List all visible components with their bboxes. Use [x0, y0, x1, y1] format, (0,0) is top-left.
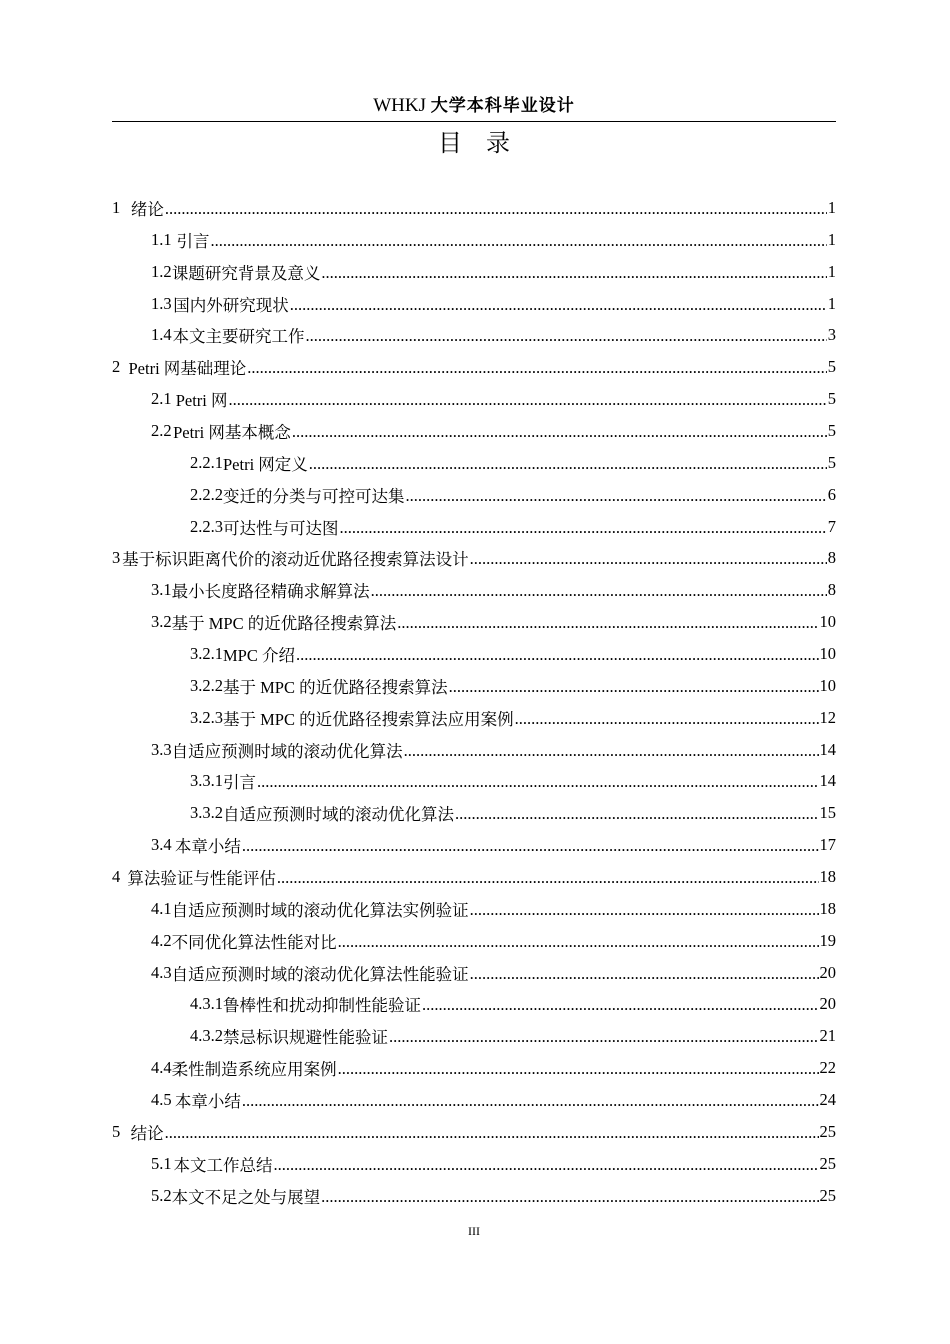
toc-dot-leader [449, 677, 819, 697]
toc-entry[interactable] [112, 734, 836, 766]
toc-entry-page: 19 [819, 930, 836, 950]
toc-entry-number: 1.2 [151, 261, 172, 281]
toc-dot-leader [277, 868, 819, 888]
toc-entry[interactable] [112, 606, 836, 638]
toc-entry-label: 自适应预测时域的滚动优化算法实例验证 [171, 900, 469, 920]
toc-entry[interactable] [112, 479, 836, 511]
toc-dot-leader [242, 836, 819, 856]
toc-entry-page: 8 [827, 580, 836, 600]
toc-entry[interactable] [112, 192, 836, 224]
toc-entry-number: 3.1 [151, 580, 172, 600]
toc-entry-number: 3.2.1 [190, 643, 223, 663]
toc-entry[interactable] [112, 1084, 836, 1116]
toc-entry-number: 5.1 [151, 1153, 172, 1173]
toc-entry-number: 3 [112, 548, 121, 568]
toc-entry[interactable] [112, 383, 836, 415]
toc-entry-label: Petri 网基础理论 [128, 359, 247, 379]
toc-entry-page: 14 [819, 771, 836, 791]
toc-entry-label: 国内外研究现状 [173, 295, 289, 315]
toc-entry[interactable] [112, 1180, 836, 1212]
toc-entry-label: 课题研究背景及意义 [171, 263, 321, 283]
toc-entry[interactable] [112, 511, 836, 543]
toc-entry-label: 本章小结 [174, 1091, 241, 1111]
toc-entry-number: 3.2.3 [190, 707, 223, 727]
toc-entry-page: 10 [819, 675, 836, 695]
toc-entry-number: 4 [112, 866, 121, 886]
toc-entry-page: 1 [827, 293, 836, 313]
toc-entry-page: 17 [819, 835, 836, 855]
toc-entry-number: 5 [112, 1121, 121, 1141]
toc-entry-page: 24 [819, 1089, 836, 1109]
toc-dot-leader [515, 709, 819, 729]
toc-entry-number: 4.3.1 [190, 994, 223, 1014]
toc-dot-leader [338, 1059, 819, 1079]
toc-entry-page: 6 [827, 484, 836, 504]
toc-dot-leader [296, 645, 819, 665]
toc-entry-page: 25 [819, 1121, 836, 1141]
toc-entry[interactable] [112, 702, 836, 734]
toc-dot-leader [371, 581, 827, 601]
toc-entry-number: 2.2.3 [190, 516, 223, 536]
toc-entry[interactable] [112, 1148, 836, 1180]
toc-dot-leader [340, 518, 827, 538]
toc-entry-page: 7 [827, 516, 836, 536]
toc-entry-label: 引言 [223, 773, 256, 793]
toc-entry-label: Petri 网定义 [223, 454, 308, 474]
toc-entry-label: 自适应预测时域的滚动优化算法 [171, 741, 403, 761]
toc-entry[interactable] [112, 542, 836, 574]
toc-entry-number: 1.4 [151, 325, 172, 345]
toc-entry-page: 5 [827, 420, 836, 440]
toc-entry-label: 基于 MPC 的近优路径搜索算法 [223, 677, 448, 697]
toc-entry[interactable] [112, 319, 836, 351]
header-rule [112, 121, 836, 122]
toc-entry-label: 本文工作总结 [173, 1155, 273, 1175]
toc-entry[interactable] [112, 447, 836, 479]
toc-dot-leader [292, 422, 827, 442]
toc-entry-label: 禁忌标识规避性能验证 [223, 1028, 388, 1048]
toc-entry[interactable] [112, 893, 836, 925]
toc-entry-label: 自适应预测时域的滚动优化算法性能验证 [171, 964, 469, 984]
toc-entry-page: 8 [827, 548, 836, 568]
toc-entry[interactable] [112, 957, 836, 989]
toc-entry-number: 5.2 [151, 1185, 172, 1205]
toc-entry[interactable] [112, 574, 836, 606]
toc-entry[interactable] [112, 861, 836, 893]
toc-dot-leader [455, 804, 819, 824]
toc-entry-number: 2 [112, 357, 121, 377]
toc-entry-label: 绪论 [130, 199, 164, 219]
toc-entry-number: 1 [112, 197, 121, 217]
toc-entry[interactable] [112, 670, 836, 702]
toc-entry-label: 引言 [176, 231, 210, 251]
toc-dot-leader [247, 358, 826, 378]
toc-entry-label: 可达性与可达图 [223, 518, 339, 538]
toc-entry-page: 25 [819, 1185, 836, 1205]
toc-dot-leader [406, 486, 827, 506]
toc-entry-page: 18 [819, 866, 836, 886]
toc-entry-number: 4.3.2 [190, 1026, 223, 1046]
toc-dot-leader [389, 1027, 819, 1047]
toc-dot-leader [274, 1155, 819, 1175]
toc-entry-label: 基于标识距离代价的滚动近优路径搜索算法设计 [122, 550, 469, 570]
toc-entry-number: 2.2 [151, 420, 172, 440]
toc-entry-label: Petri 网 [175, 391, 228, 411]
toc-entry[interactable] [112, 1052, 836, 1084]
toc-entry-number: 1.1 [151, 229, 172, 249]
toc-entry[interactable] [112, 988, 836, 1020]
toc-entry-number: 3.3 [151, 739, 172, 759]
toc-entry-label: 本文不足之处与展望 [171, 1187, 321, 1207]
toc-dot-leader [470, 549, 827, 569]
toc-entry-page: 20 [819, 994, 836, 1014]
toc-entry-number: 4.4 [151, 1058, 172, 1078]
toc-entry-number: 4.5 [151, 1089, 172, 1109]
toc-entry-page: 10 [819, 643, 836, 663]
toc-dot-leader [309, 454, 827, 474]
toc-dot-leader [257, 772, 819, 792]
toc-entry-page: 3 [827, 325, 836, 345]
toc-entry-page: 5 [827, 452, 836, 472]
header-title: 大学本科毕业设计 [430, 96, 575, 116]
toc-entry-label: 算法验证与性能评估 [127, 868, 276, 888]
toc-dot-leader [165, 199, 827, 219]
toc-dot-leader [470, 964, 819, 984]
toc-entry-page: 5 [827, 389, 836, 409]
toc-entry-label: 自适应预测时域的滚动优化算法 [223, 805, 454, 825]
toc-dot-leader [229, 390, 827, 410]
toc-entry-page: 18 [819, 898, 836, 918]
toc-entry-label: 基于 MPC 的近优路径搜索算法 [171, 614, 397, 634]
toc-entry-page: 25 [819, 1153, 836, 1173]
toc-entry[interactable] [112, 415, 836, 447]
toc-dot-leader [338, 932, 819, 952]
toc-entry-page: 22 [819, 1058, 836, 1078]
toc-entry[interactable] [112, 925, 836, 957]
toc-dot-leader [242, 1091, 819, 1111]
toc-dot-leader [321, 263, 826, 283]
toc-entry-number: 3.3.2 [190, 803, 223, 823]
header-prefix: WHKJ [373, 95, 427, 116]
toc-entry-label: 变迁的分类与可控可达集 [223, 486, 405, 506]
toc-entry[interactable] [112, 638, 836, 670]
toc-entry[interactable] [112, 797, 836, 829]
toc-entry-page: 1 [827, 197, 836, 217]
toc-dot-leader [306, 326, 827, 346]
toc-dot-leader [165, 1123, 819, 1143]
toc-entry-number: 1.3 [151, 293, 172, 313]
toc-entry[interactable] [112, 351, 836, 383]
toc-entry-page: 10 [819, 612, 836, 632]
toc-entry[interactable] [112, 829, 836, 861]
toc-dot-leader [210, 231, 826, 251]
toc-entry[interactable] [112, 288, 836, 320]
toc-entry-label: MPC 介绍 [223, 645, 295, 665]
toc-entry-page: 15 [819, 803, 836, 823]
toc-entry-number: 3.3.1 [190, 771, 223, 791]
table-of-contents [112, 192, 836, 1212]
toc-entry-number: 2.2.2 [190, 484, 223, 504]
toc-entry-label: Petri 网基本概念 [173, 422, 291, 442]
toc-entry-page: 12 [819, 707, 836, 727]
toc-entry-number: 4.2 [151, 930, 172, 950]
toc-entry-number: 3.4 [151, 835, 172, 855]
footer-page-number: III [468, 1224, 480, 1238]
toc-entry-number: 3.2.2 [190, 675, 223, 695]
toc-dot-leader [404, 741, 819, 761]
toc-entry[interactable] [112, 224, 836, 256]
toc-entry-number: 2.1 [151, 389, 172, 409]
toc-entry[interactable] [112, 1116, 836, 1148]
toc-entry-number: 2.2.1 [190, 452, 223, 472]
toc-entry-label: 结论 [130, 1123, 164, 1143]
toc-entry-number: 4.3 [151, 962, 172, 982]
toc-entry-label: 不同优化算法性能对比 [171, 932, 337, 952]
toc-entry[interactable] [112, 765, 836, 797]
toc-dot-leader [321, 1187, 818, 1207]
toc-entry[interactable] [112, 256, 836, 288]
toc-entry[interactable] [112, 1020, 836, 1052]
toc-dot-leader [397, 613, 818, 633]
toc-entry-label: 最小长度路径精确求解算法 [171, 582, 370, 602]
toc-entry-number: 3.2 [151, 612, 172, 632]
toc-dot-leader [290, 295, 827, 315]
toc-entry-page: 20 [819, 962, 836, 982]
toc-entry-label: 本章小结 [174, 837, 241, 857]
toc-entry-page: 5 [827, 357, 836, 377]
toc-entry-label: 鲁棒性和扰动抑制性能验证 [223, 996, 421, 1016]
page-header [112, 93, 836, 119]
toc-dot-leader [422, 995, 819, 1015]
toc-dot-leader [470, 900, 819, 920]
toc-entry-label: 基于 MPC 的近优路径搜索算法应用案例 [223, 709, 514, 729]
toc-entry-label: 柔性制造系统应用案例 [171, 1060, 337, 1080]
toc-entry-page: 1 [827, 261, 836, 281]
toc-entry-page: 1 [827, 229, 836, 249]
toc-title: 目 录 [438, 129, 510, 157]
toc-entry-label: 本文主要研究工作 [172, 327, 305, 347]
toc-entry-page: 14 [819, 739, 836, 759]
toc-entry-page: 21 [819, 1026, 836, 1046]
toc-entry-number: 4.1 [151, 898, 172, 918]
